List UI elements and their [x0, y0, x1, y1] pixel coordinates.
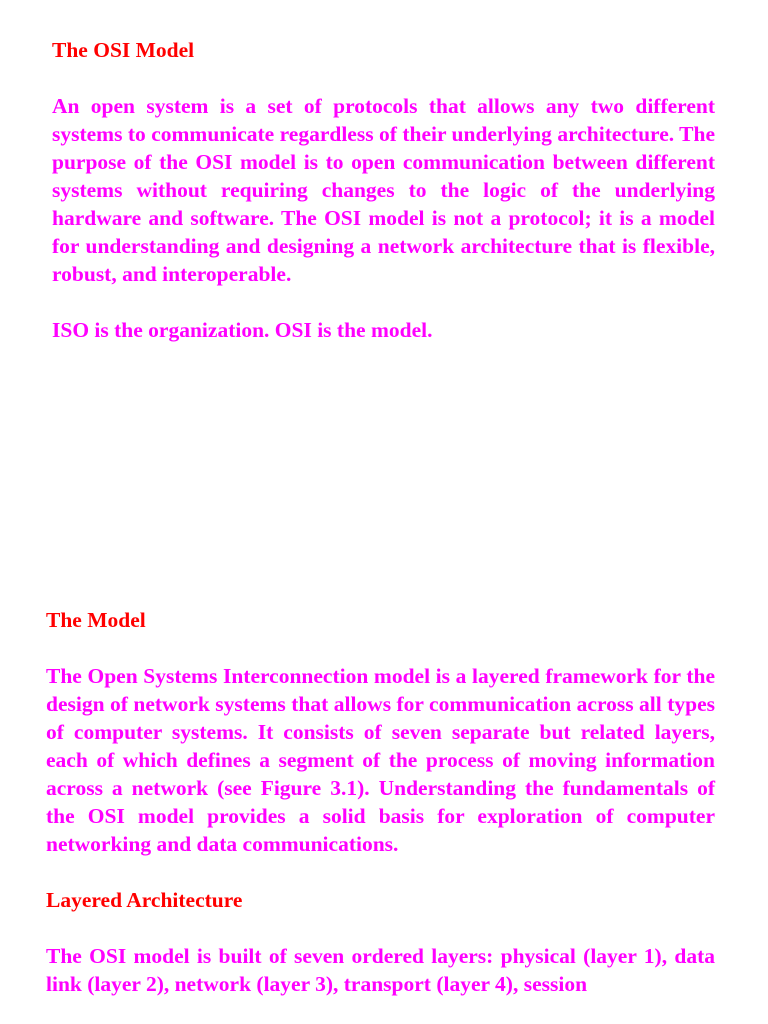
iso-osi-paragraph: ISO is the organization. OSI is the model.: [52, 318, 433, 342]
osi-model-section: [52, 36, 715, 344]
model-section: [46, 606, 715, 998]
section-heading-the-model: The Model: [46, 608, 146, 632]
open-system-paragraph: An open system is a set of protocols that allows any two different systems to communicate regardless of their underlying architecture. The purpose of the OSI model is to open communication between different systems without requiring changes to the logic of the underlying hardware and software. The OSI model is not a protocol; it is a model for understanding and designing a network architecture that is flexible, robust, and interoperable.: [52, 94, 715, 286]
section-heading-osi-model: The OSI Model: [52, 38, 195, 62]
layered-architecture-paragraph: The OSI model is built of seven ordered layers: physical (layer 1), data link (layer 2), network (layer 3), transport (layer 4), session: [46, 944, 715, 996]
model-paragraph: The Open Systems Interconnection model is a layered framework for the design of network systems that allows for communication across all types of computer systems. It consists of seven separate but related layers, each of which defines a segment of the process of moving information across a network (see Figure 3.1). Understanding the fundamentals of the OSI model provides a solid basis for exploration of computer networking and data communications.: [46, 664, 715, 856]
section-heading-layered-architecture: Layered Architecture: [46, 888, 243, 912]
